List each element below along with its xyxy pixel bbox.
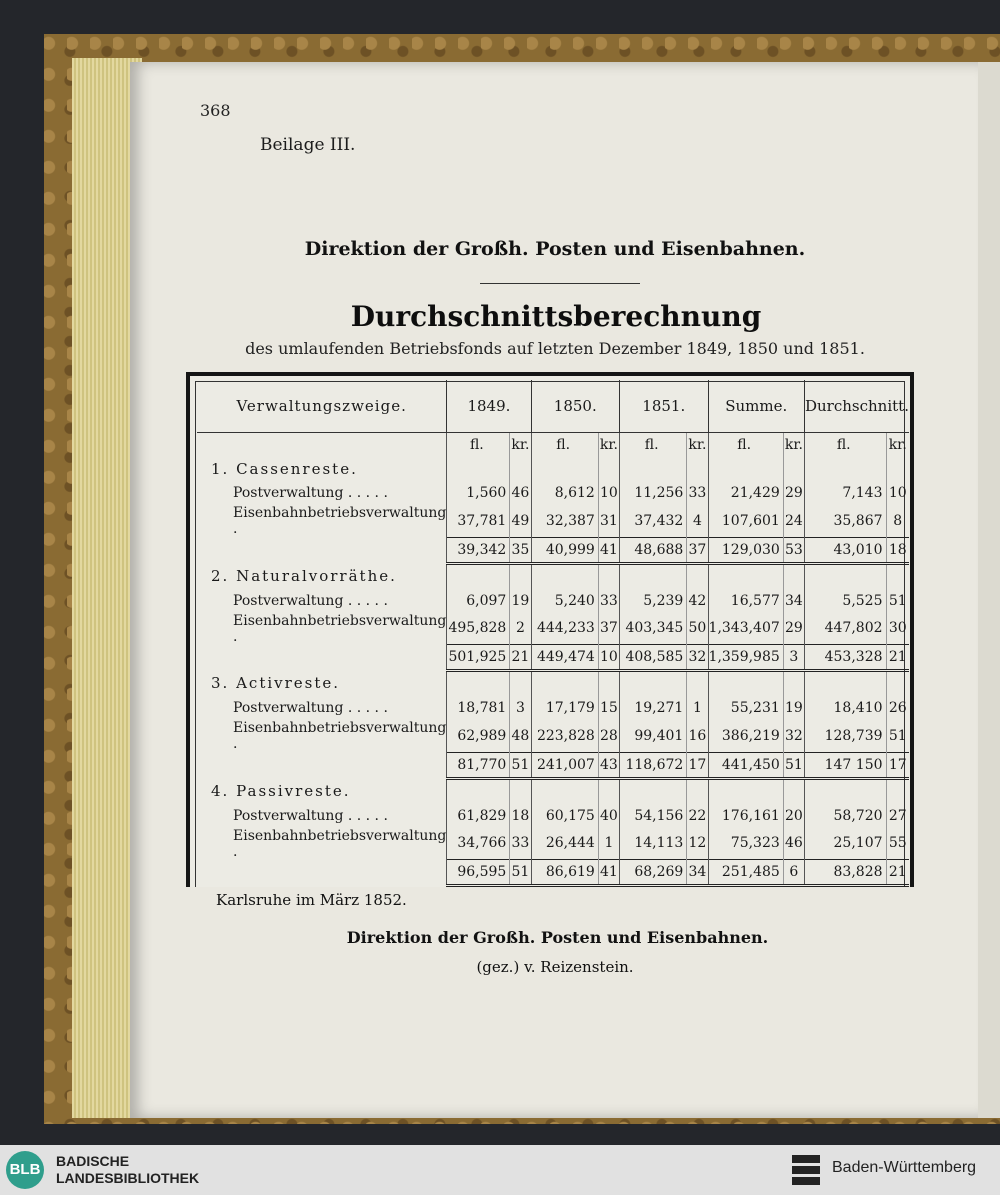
subtotal-fl: 86,619	[531, 860, 598, 886]
empty-cell	[620, 778, 687, 804]
empty-cell	[687, 563, 708, 589]
subtotal-kr: 6	[783, 860, 804, 886]
empty-cell	[783, 563, 804, 589]
table-row	[197, 589, 909, 613]
value-kr: 55	[886, 828, 909, 860]
viewer-footer-bar	[0, 1145, 1000, 1195]
subtotal-kr: 18	[886, 537, 909, 563]
row-label: Postverwaltung . . . . .	[233, 700, 388, 716]
table-row	[197, 828, 909, 860]
row-label: Postverwaltung . . . . .	[233, 485, 388, 501]
unit-kr: kr.	[687, 433, 708, 458]
section-title: 1. Cassenreste.	[211, 460, 358, 478]
subtotal-kr: 3	[783, 645, 804, 671]
header-1849: 1849.	[447, 380, 531, 433]
empty-cell	[886, 563, 909, 589]
value-kr: 46	[510, 481, 531, 505]
subtotal-fl: 39,342	[447, 537, 510, 563]
empty-cell	[687, 457, 708, 481]
subtotal-fl: 83,828	[804, 860, 886, 886]
empty-cell	[886, 457, 909, 481]
value-fl: 17,179	[531, 696, 598, 720]
row-label: Eisenbahnbetriebsverwaltung .	[233, 827, 447, 860]
value-kr: 26	[886, 696, 909, 720]
subtotal-kr: 53	[783, 537, 804, 563]
value-kr: 29	[783, 613, 804, 645]
empty-cell	[708, 563, 783, 589]
empty-cell	[447, 457, 510, 481]
empty-cell	[687, 778, 708, 804]
subtotal-kr: 21	[510, 645, 531, 671]
subtotal-kr: 34	[687, 860, 708, 886]
value-kr: 37	[598, 613, 619, 645]
value-kr: 42	[687, 589, 708, 613]
value-kr: 15	[598, 696, 619, 720]
section-row	[197, 778, 909, 804]
table-row	[197, 505, 909, 537]
value-kr: 51	[886, 589, 909, 613]
empty-cell	[531, 778, 598, 804]
header-durchschnitt: Durchschnitt.	[804, 380, 909, 433]
value-fl: 54,156	[620, 804, 687, 828]
subtotal-fl: 251,485	[708, 860, 783, 886]
value-fl: 61,829	[447, 804, 510, 828]
subtotal-fl: 1,359,985	[708, 645, 783, 671]
issuer-heading: Direktion der Großh. Posten und Eisenbahnen.	[304, 238, 806, 260]
subtotal-row	[197, 537, 909, 563]
subtotal-kr: 10	[598, 645, 619, 671]
subtotal-kr: 17	[886, 752, 909, 778]
value-fl: 8,612	[531, 481, 598, 505]
empty-cell	[598, 563, 619, 589]
subtotal-fl: 147 150	[804, 752, 886, 778]
value-fl: 25,107	[804, 828, 886, 860]
table-row	[197, 696, 909, 720]
value-kr: 10	[598, 481, 619, 505]
subtotal-row	[197, 645, 909, 671]
value-kr: 28	[598, 720, 619, 752]
header-verwaltungszweige: Verwaltungszweige.	[197, 380, 447, 433]
value-fl: 495,828	[447, 613, 510, 645]
subtotal-fl: 449,474	[531, 645, 598, 671]
value-fl: 5,239	[620, 589, 687, 613]
value-fl: 128,739	[804, 720, 886, 752]
empty-cell	[620, 563, 687, 589]
empty-cell	[510, 563, 531, 589]
unit-kr: kr.	[886, 433, 909, 458]
section-title: 3. Activreste.	[211, 674, 341, 693]
empty-cell	[510, 457, 531, 481]
subtotal-row	[197, 860, 909, 886]
value-fl: 7,143	[804, 481, 886, 505]
value-kr: 3	[510, 696, 531, 720]
value-fl: 176,161	[708, 804, 783, 828]
place-date: Karlsruhe im März 1852.	[216, 891, 407, 909]
value-fl: 1,343,407	[708, 613, 783, 645]
empty-cell	[531, 457, 598, 481]
value-kr: 8	[886, 505, 909, 537]
value-fl: 37,781	[447, 505, 510, 537]
value-kr: 1	[687, 696, 708, 720]
subtotal-fl: 241,007	[531, 752, 598, 778]
table-row	[197, 613, 909, 645]
empty-cell	[783, 457, 804, 481]
value-kr: 33	[510, 828, 531, 860]
value-kr: 34	[783, 589, 804, 613]
subtotal-fl: 408,585	[620, 645, 687, 671]
header-row	[197, 380, 909, 433]
value-kr: 33	[687, 481, 708, 505]
empty-cell	[687, 671, 708, 697]
subtotal-kr: 51	[510, 860, 531, 886]
blb-logo[interactable]: BLB	[6, 1151, 44, 1189]
library-name-line2: LANDESBIBLIOTHEK	[56, 1170, 200, 1186]
value-kr: 31	[598, 505, 619, 537]
unit-fl: fl.	[447, 433, 510, 458]
empty-cell	[510, 671, 531, 697]
value-kr: 2	[510, 613, 531, 645]
empty-cell	[531, 671, 598, 697]
unit-kr: kr.	[598, 433, 619, 458]
value-kr: 22	[687, 804, 708, 828]
subtotal-kr: 41	[598, 860, 619, 886]
value-kr: 10	[886, 481, 909, 505]
subtotal-kr: 17	[687, 752, 708, 778]
value-fl: 6,097	[447, 589, 510, 613]
value-fl: 58,720	[804, 804, 886, 828]
value-fl: 447,802	[804, 613, 886, 645]
table-row	[197, 720, 909, 752]
value-fl: 60,175	[531, 804, 598, 828]
value-fl: 75,323	[708, 828, 783, 860]
subtotal-label-spacer	[197, 752, 447, 778]
value-fl: 444,233	[531, 613, 598, 645]
table-row	[197, 804, 909, 828]
section-title: 2. Naturalvorräthe.	[211, 566, 397, 585]
unit-kr: kr.	[783, 433, 804, 458]
subtotal-fl: 441,450	[708, 752, 783, 778]
value-fl: 26,444	[531, 828, 598, 860]
subtotal-fl: 501,925	[447, 645, 510, 671]
empty-cell	[886, 671, 909, 697]
library-name[interactable]	[56, 1153, 199, 1187]
value-fl: 5,240	[531, 589, 598, 613]
value-fl: 18,410	[804, 696, 886, 720]
row-label: Postverwaltung . . . . .	[233, 807, 388, 824]
header-1850: 1850.	[531, 380, 620, 433]
value-kr: 19	[510, 589, 531, 613]
value-fl: 37,432	[620, 505, 687, 537]
value-kr: 24	[783, 505, 804, 537]
value-kr: 12	[687, 828, 708, 860]
unit-fl: fl.	[708, 433, 783, 458]
value-kr: 30	[886, 613, 909, 645]
empty-cell	[708, 671, 783, 697]
value-kr: 20	[783, 804, 804, 828]
value-fl: 55,231	[708, 696, 783, 720]
empty-cell	[510, 778, 531, 804]
row-label: Postverwaltung . . . . .	[233, 592, 388, 609]
empty-cell	[598, 778, 619, 804]
subtotal-label-spacer	[197, 537, 447, 563]
value-fl: 18,781	[447, 696, 510, 720]
unit-row	[197, 433, 909, 458]
value-fl: 99,401	[620, 720, 687, 752]
value-kr: 33	[598, 589, 619, 613]
value-fl: 16,577	[708, 589, 783, 613]
value-kr: 16	[687, 720, 708, 752]
subtotal-kr: 41	[598, 537, 619, 563]
value-fl: 34,766	[447, 828, 510, 860]
title-rule	[480, 283, 640, 284]
empty-cell	[447, 778, 510, 804]
subtotal-fl: 96,595	[447, 860, 510, 886]
page-number: 368	[200, 101, 231, 120]
subtotal-fl: 81,770	[447, 752, 510, 778]
empty-cell	[620, 671, 687, 697]
value-kr: 27	[886, 804, 909, 828]
empty-cell	[531, 563, 598, 589]
signature-line: (gez.) v. Reizenstein.	[476, 958, 634, 976]
value-fl: 223,828	[531, 720, 598, 752]
value-fl: 62,989	[447, 720, 510, 752]
value-kr: 50	[687, 613, 708, 645]
subtotal-kr: 43	[598, 752, 619, 778]
page-subtitle: des umlaufenden Betriebsfonds auf letzten Dezember 1849, 1850 und 1851.	[245, 339, 865, 358]
appendix-label: Beilage III.	[260, 135, 356, 155]
empty-cell	[447, 671, 510, 697]
subtotal-kr: 21	[886, 645, 909, 671]
subtotal-fl: 129,030	[708, 537, 783, 563]
subtotal-label-spacer	[197, 860, 447, 886]
header-1851: 1851.	[620, 380, 709, 433]
value-kr: 32	[783, 720, 804, 752]
row-label: Eisenbahnbetriebsverwaltung .	[233, 505, 447, 537]
subtotal-kr: 51	[510, 752, 531, 778]
value-fl: 5,525	[804, 589, 886, 613]
empty-cell	[804, 563, 886, 589]
empty-cell	[783, 671, 804, 697]
value-fl: 386,219	[708, 720, 783, 752]
value-fl: 32,387	[531, 505, 598, 537]
state-name[interactable]: Baden-Württemberg	[832, 1159, 977, 1176]
value-kr: 18	[510, 804, 531, 828]
signing-authority: Direktion der Großh. Posten und Eisenbahnen.	[346, 928, 769, 947]
baden-wuerttemberg-lions-icon	[790, 1153, 822, 1187]
empty-cell	[804, 671, 886, 697]
unit-row-spacer	[197, 433, 447, 458]
value-kr: 4	[687, 505, 708, 537]
empty-cell	[598, 671, 619, 697]
section-row	[197, 671, 909, 697]
empty-cell	[708, 778, 783, 804]
row-label: Eisenbahnbetriebsverwaltung .	[233, 720, 447, 752]
value-fl: 403,345	[620, 613, 687, 645]
empty-cell	[804, 778, 886, 804]
subtotal-fl: 43,010	[804, 537, 886, 563]
subtotal-kr: 37	[687, 537, 708, 563]
value-fl: 21,429	[708, 481, 783, 505]
section-row	[197, 563, 909, 589]
fund-table	[197, 380, 909, 887]
subtotal-kr: 35	[510, 537, 531, 563]
subtotal-fl: 40,999	[531, 537, 598, 563]
value-kr: 19	[783, 696, 804, 720]
empty-cell	[598, 457, 619, 481]
unit-fl: fl.	[804, 433, 886, 458]
empty-cell	[886, 778, 909, 804]
subtotal-label-spacer	[197, 645, 447, 671]
section-title: 4. Passivreste.	[211, 781, 351, 800]
empty-cell	[783, 778, 804, 804]
value-kr: 48	[510, 720, 531, 752]
value-kr: 51	[886, 720, 909, 752]
subtotal-fl: 453,328	[804, 645, 886, 671]
subtotal-kr: 21	[886, 860, 909, 886]
subtotal-kr: 32	[687, 645, 708, 671]
table-row	[197, 481, 909, 505]
value-fl: 14,113	[620, 828, 687, 860]
library-name-line1: BADISCHE	[56, 1153, 130, 1169]
empty-cell	[708, 457, 783, 481]
page-title: Durchschnittsberechnung	[350, 300, 762, 333]
value-kr: 46	[783, 828, 804, 860]
empty-cell	[447, 563, 510, 589]
unit-kr: kr.	[510, 433, 531, 458]
value-fl: 11,256	[620, 481, 687, 505]
subtotal-fl: 68,269	[620, 860, 687, 886]
subtotal-fl: 48,688	[620, 537, 687, 563]
value-kr: 40	[598, 804, 619, 828]
empty-cell	[620, 457, 687, 481]
header-summe: Summe.	[708, 380, 804, 433]
value-fl: 19,271	[620, 696, 687, 720]
unit-fl: fl.	[531, 433, 598, 458]
subtotal-fl: 118,672	[620, 752, 687, 778]
value-fl: 107,601	[708, 505, 783, 537]
value-kr: 29	[783, 481, 804, 505]
value-kr: 49	[510, 505, 531, 537]
subtotal-row	[197, 752, 909, 778]
value-fl: 35,867	[804, 505, 886, 537]
value-fl: 1,560	[447, 481, 510, 505]
section-row	[197, 457, 909, 481]
value-kr: 1	[598, 828, 619, 860]
empty-cell	[804, 457, 886, 481]
unit-fl: fl.	[620, 433, 687, 458]
row-label: Eisenbahnbetriebsverwaltung .	[233, 612, 447, 645]
subtotal-kr: 51	[783, 752, 804, 778]
